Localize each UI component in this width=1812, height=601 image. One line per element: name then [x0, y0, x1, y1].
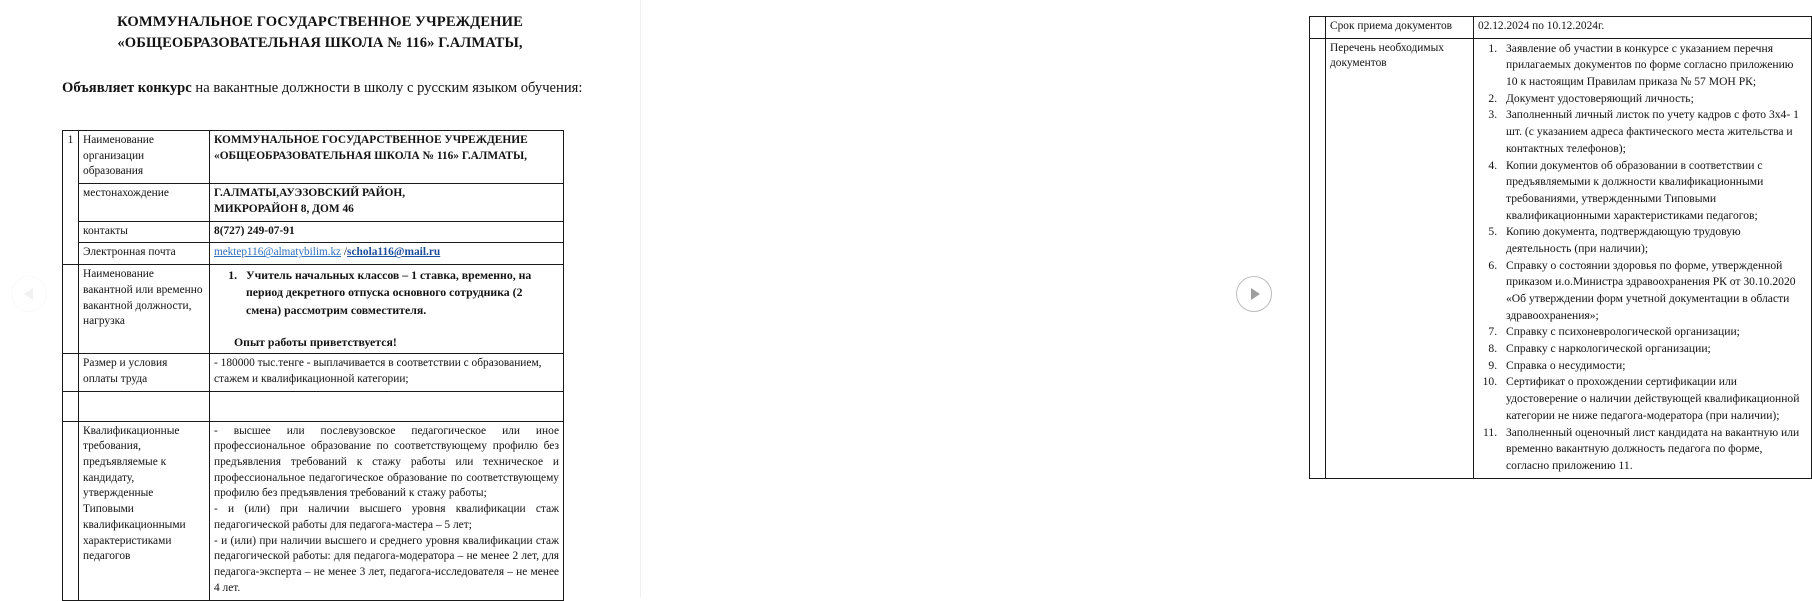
list-item: 1. Учитель начальных классов – 1 ставка, временно, на период декретного отпуска основного сотрудника (2 смена) рассмотрим совместителя. — [240, 267, 559, 319]
list-item: 11. Заполненный оценочный лист кандидата на вакантную или временно вакантную должность педагога по форме, согласно приложению 11. — [1500, 425, 1807, 475]
list-item: 2. Документ удостоверяющий личность; — [1500, 91, 1807, 108]
list-item: 7. Справку с психоневрологической организации; — [1500, 324, 1807, 341]
documents-list — [1500, 41, 1807, 475]
deadline-label: Срок приема документов — [1326, 17, 1474, 39]
documents-info-table — [1309, 16, 1812, 479]
table-row — [63, 184, 564, 221]
salary-label: Размер и условия оплаты труда — [79, 354, 210, 391]
location-value-line-2: МИКРОРАЙОН 8, ДОМ 46 — [214, 202, 354, 215]
org-name-value: КОММУНАЛЬНОЕ ГОСУДАРСТВЕННОЕ УЧРЕЖДЕНИЕ «ОБЩЕОБРАЗОВАТЕЛЬНАЯ ШКОЛА № 116» Г.АЛМАТЫ, — [210, 131, 564, 184]
location-value-line-1: Г.АЛМАТЫ,АУЭЗОВСКИЙ РАЙОН, — [214, 187, 406, 200]
chevron-left-icon — [24, 288, 33, 300]
vacancy-info-table — [62, 130, 564, 601]
document-page-right — [641, 0, 1800, 598]
email-label: Электронная почта — [79, 243, 210, 265]
list-item: 10. Сертификат о прохождении сертификации или удостоверение о наличии действующей квалификационной категории не ниже педагога-модератора (при наличии); — [1500, 374, 1807, 424]
table-row — [63, 354, 564, 391]
list-item: 1. Заявление об участии в конкурсе с указанием перечня прилагаемых документов по форме согласно приложению 10 к настоящим Правилам приказа № 57 МОН РК; — [1500, 41, 1807, 91]
row-number-empty — [63, 354, 79, 391]
previous-page-button[interactable] — [11, 276, 47, 312]
page-title-line-1: КОММУНАЛЬНОЕ ГОСУДАРСТВЕННОЕ УЧРЕЖДЕНИЕ — [117, 14, 523, 30]
table-row-spacer — [63, 391, 564, 421]
email-separator: / — [341, 246, 348, 259]
vacancy-list — [240, 267, 559, 319]
qualification-value — [210, 421, 564, 600]
table-row — [1310, 38, 1812, 478]
row-number-empty — [63, 265, 79, 354]
intro-paragraph — [62, 78, 592, 99]
intro-rest-text: на вакантные должности в школу с русским языком обучения: — [191, 80, 583, 96]
qualification-label: Квалификационные требования, предъявляемые к кандидату, утвержденные Типовыми квалификационными характеристиками педагогов — [79, 421, 210, 600]
qualification-paragraph-2: - и (или) при наличии высшего уровня квалификации стаж педагогической работы для педагога-мастера – 5 лет; — [214, 503, 559, 531]
email-link-primary[interactable]: mektep116@almatybilim.kz — [214, 246, 342, 259]
table-row — [1310, 17, 1812, 39]
table-row — [63, 131, 564, 184]
list-item: 5. Копию документа, подтверждающую трудовую деятельность (при наличии); — [1500, 224, 1807, 257]
vacancy-value — [210, 265, 564, 354]
contacts-label: контакты — [79, 221, 210, 243]
row-number-empty — [1310, 17, 1326, 39]
next-page-button[interactable] — [1236, 276, 1272, 312]
table-row — [63, 421, 564, 600]
deadline-value: 02.12.2024 по 10.12.2024г. — [1474, 17, 1812, 39]
row-number-cell: 1 — [63, 131, 79, 265]
spacer-value-cell — [210, 391, 564, 421]
list-item: 3. Заполненный личный листок по учету кадров с фото 3х4- 1 шт. (с указанием адреса фактического места жительства и контактных телефонов); — [1500, 107, 1807, 157]
org-name-label: Наименование организации образования — [79, 131, 210, 184]
document-page-left — [0, 0, 640, 598]
page-title-line-2: «ОБЩЕОБРАЗОВАТЕЛЬНАЯ ШКОЛА № 116» Г.АЛМАТЫ, — [117, 34, 523, 51]
qualification-paragraph-3: - и (или) при наличии высшего и среднего уровня квалификации стаж педагогической работы: для педагога-модератора – не менее 2 лет, для педагога-эксперта – не менее 3 лет, педагога-исследователя – не менее 4 лет. — [214, 534, 559, 594]
vacancy-label: Наименование вакантной или временно вакантной должности, нагрузка — [79, 265, 210, 354]
email-value — [210, 243, 564, 265]
location-value — [210, 184, 564, 221]
email-link-secondary[interactable]: schola116@mail.ru — [347, 246, 441, 259]
table-row — [63, 221, 564, 243]
intro-bold-text: Объявляет конкурс — [62, 80, 192, 96]
table-row — [63, 265, 564, 354]
qualification-paragraph-1: - высшее или послевузовское педагогическое или иное профессиональное образование по соответствующему профилю без предъявления требований к стажу работы или техническое и профессиональное педагогическое образование по соответствующему профилю без предъявления требований к стажу работы; — [214, 424, 559, 500]
row-number-empty — [63, 421, 79, 600]
documents-value — [1474, 38, 1812, 478]
page-title — [60, 12, 580, 53]
salary-value: - 180000 тыс.тенге - выплачивается в соответствии с образованием, стажем и квалификационной категории; — [210, 354, 564, 391]
chevron-right-icon — [1251, 288, 1260, 300]
location-label: местонахождение — [79, 184, 210, 221]
list-item: 9. Справка о несудимости; — [1500, 358, 1807, 375]
documents-label: Перечень необходимых документов — [1326, 38, 1474, 478]
list-item: 8. Справку с наркологической организации; — [1500, 341, 1807, 358]
list-item: 6. Справку о состоянии здоровья по форме, утвержденной приказом и.о.Министра здравоохранения РК от 30.10.2020 «Об утверждении форм учетной документации в области здравоохранения»; — [1500, 258, 1807, 325]
row-number-empty — [1310, 38, 1326, 478]
row-number-empty — [63, 391, 79, 421]
list-item: 4. Копии документов об образовании в соответствии с предъявляемыми к должности квалификационными требованиями, утвержденными Типовыми квалификационными характеристиками педагогов; — [1500, 158, 1807, 225]
contacts-value: 8(727) 249-07-91 — [210, 221, 564, 243]
spacer-label-cell — [79, 391, 210, 421]
table-row — [63, 243, 564, 265]
vacancy-note: Опыт работы приветствуется! — [234, 334, 397, 349]
